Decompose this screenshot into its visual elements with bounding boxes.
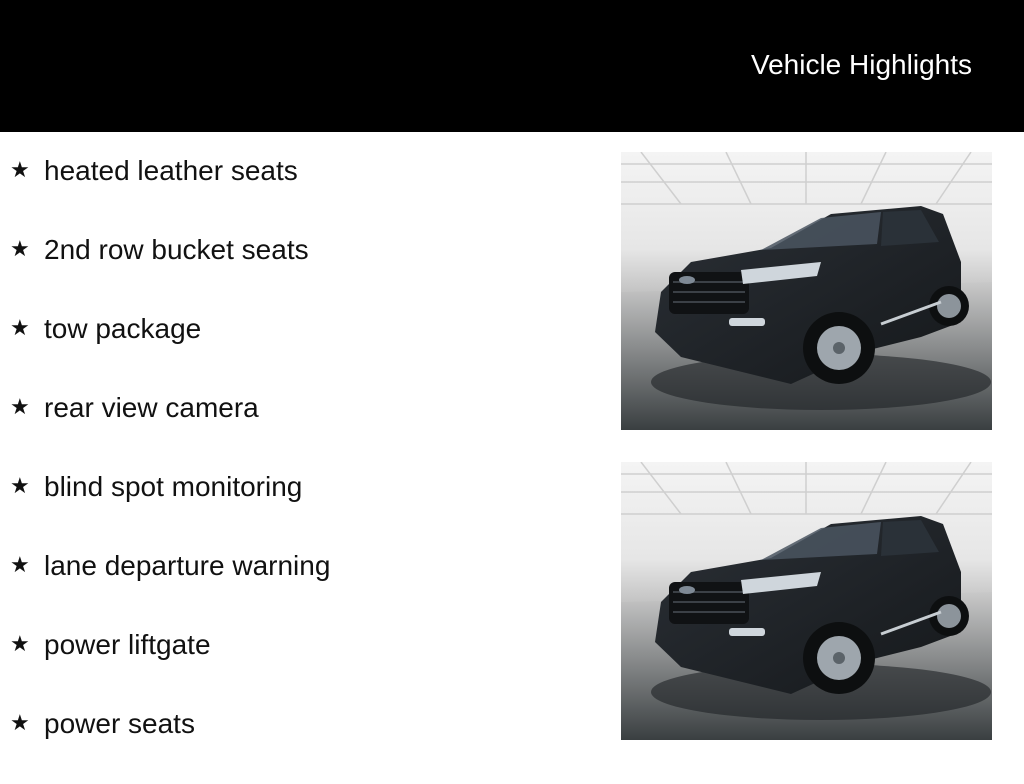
- vehicle-photo[interactable]: [621, 152, 992, 430]
- feature-label: power liftgate: [44, 629, 211, 660]
- feature-label: lane departure warning: [44, 550, 331, 581]
- star-icon: ★: [10, 710, 30, 735]
- vehicle-photo-image: [621, 152, 992, 430]
- feature-item: [10, 152, 590, 231]
- star-icon: ★: [10, 631, 30, 656]
- feature-list: [10, 152, 590, 784]
- header-bar: [0, 0, 1024, 132]
- feature-label: heated leather seats: [44, 155, 298, 186]
- star-icon: ★: [10, 315, 30, 340]
- star-icon: ★: [10, 552, 30, 577]
- star-icon: ★: [10, 394, 30, 419]
- feature-item: [10, 547, 590, 626]
- feature-item: [10, 389, 590, 468]
- star-icon: ★: [10, 236, 30, 261]
- feature-item: [10, 231, 590, 310]
- feature-label: 2nd row bucket seats: [44, 234, 309, 265]
- star-icon: ★: [10, 157, 30, 182]
- feature-label: power seats: [44, 708, 195, 739]
- vehicle-photo[interactable]: [621, 462, 992, 740]
- page-title: Vehicle Highlights: [750, 49, 972, 80]
- star-icon: ★: [10, 473, 30, 498]
- feature-label: tow package: [44, 313, 202, 344]
- feature-item: [10, 310, 590, 389]
- feature-item: [10, 705, 590, 784]
- feature-item: [10, 468, 590, 547]
- feature-item: [10, 626, 590, 705]
- feature-label: blind spot monitoring: [44, 471, 303, 502]
- feature-label: rear view camera: [44, 392, 259, 423]
- vehicle-photo-image: [621, 462, 992, 740]
